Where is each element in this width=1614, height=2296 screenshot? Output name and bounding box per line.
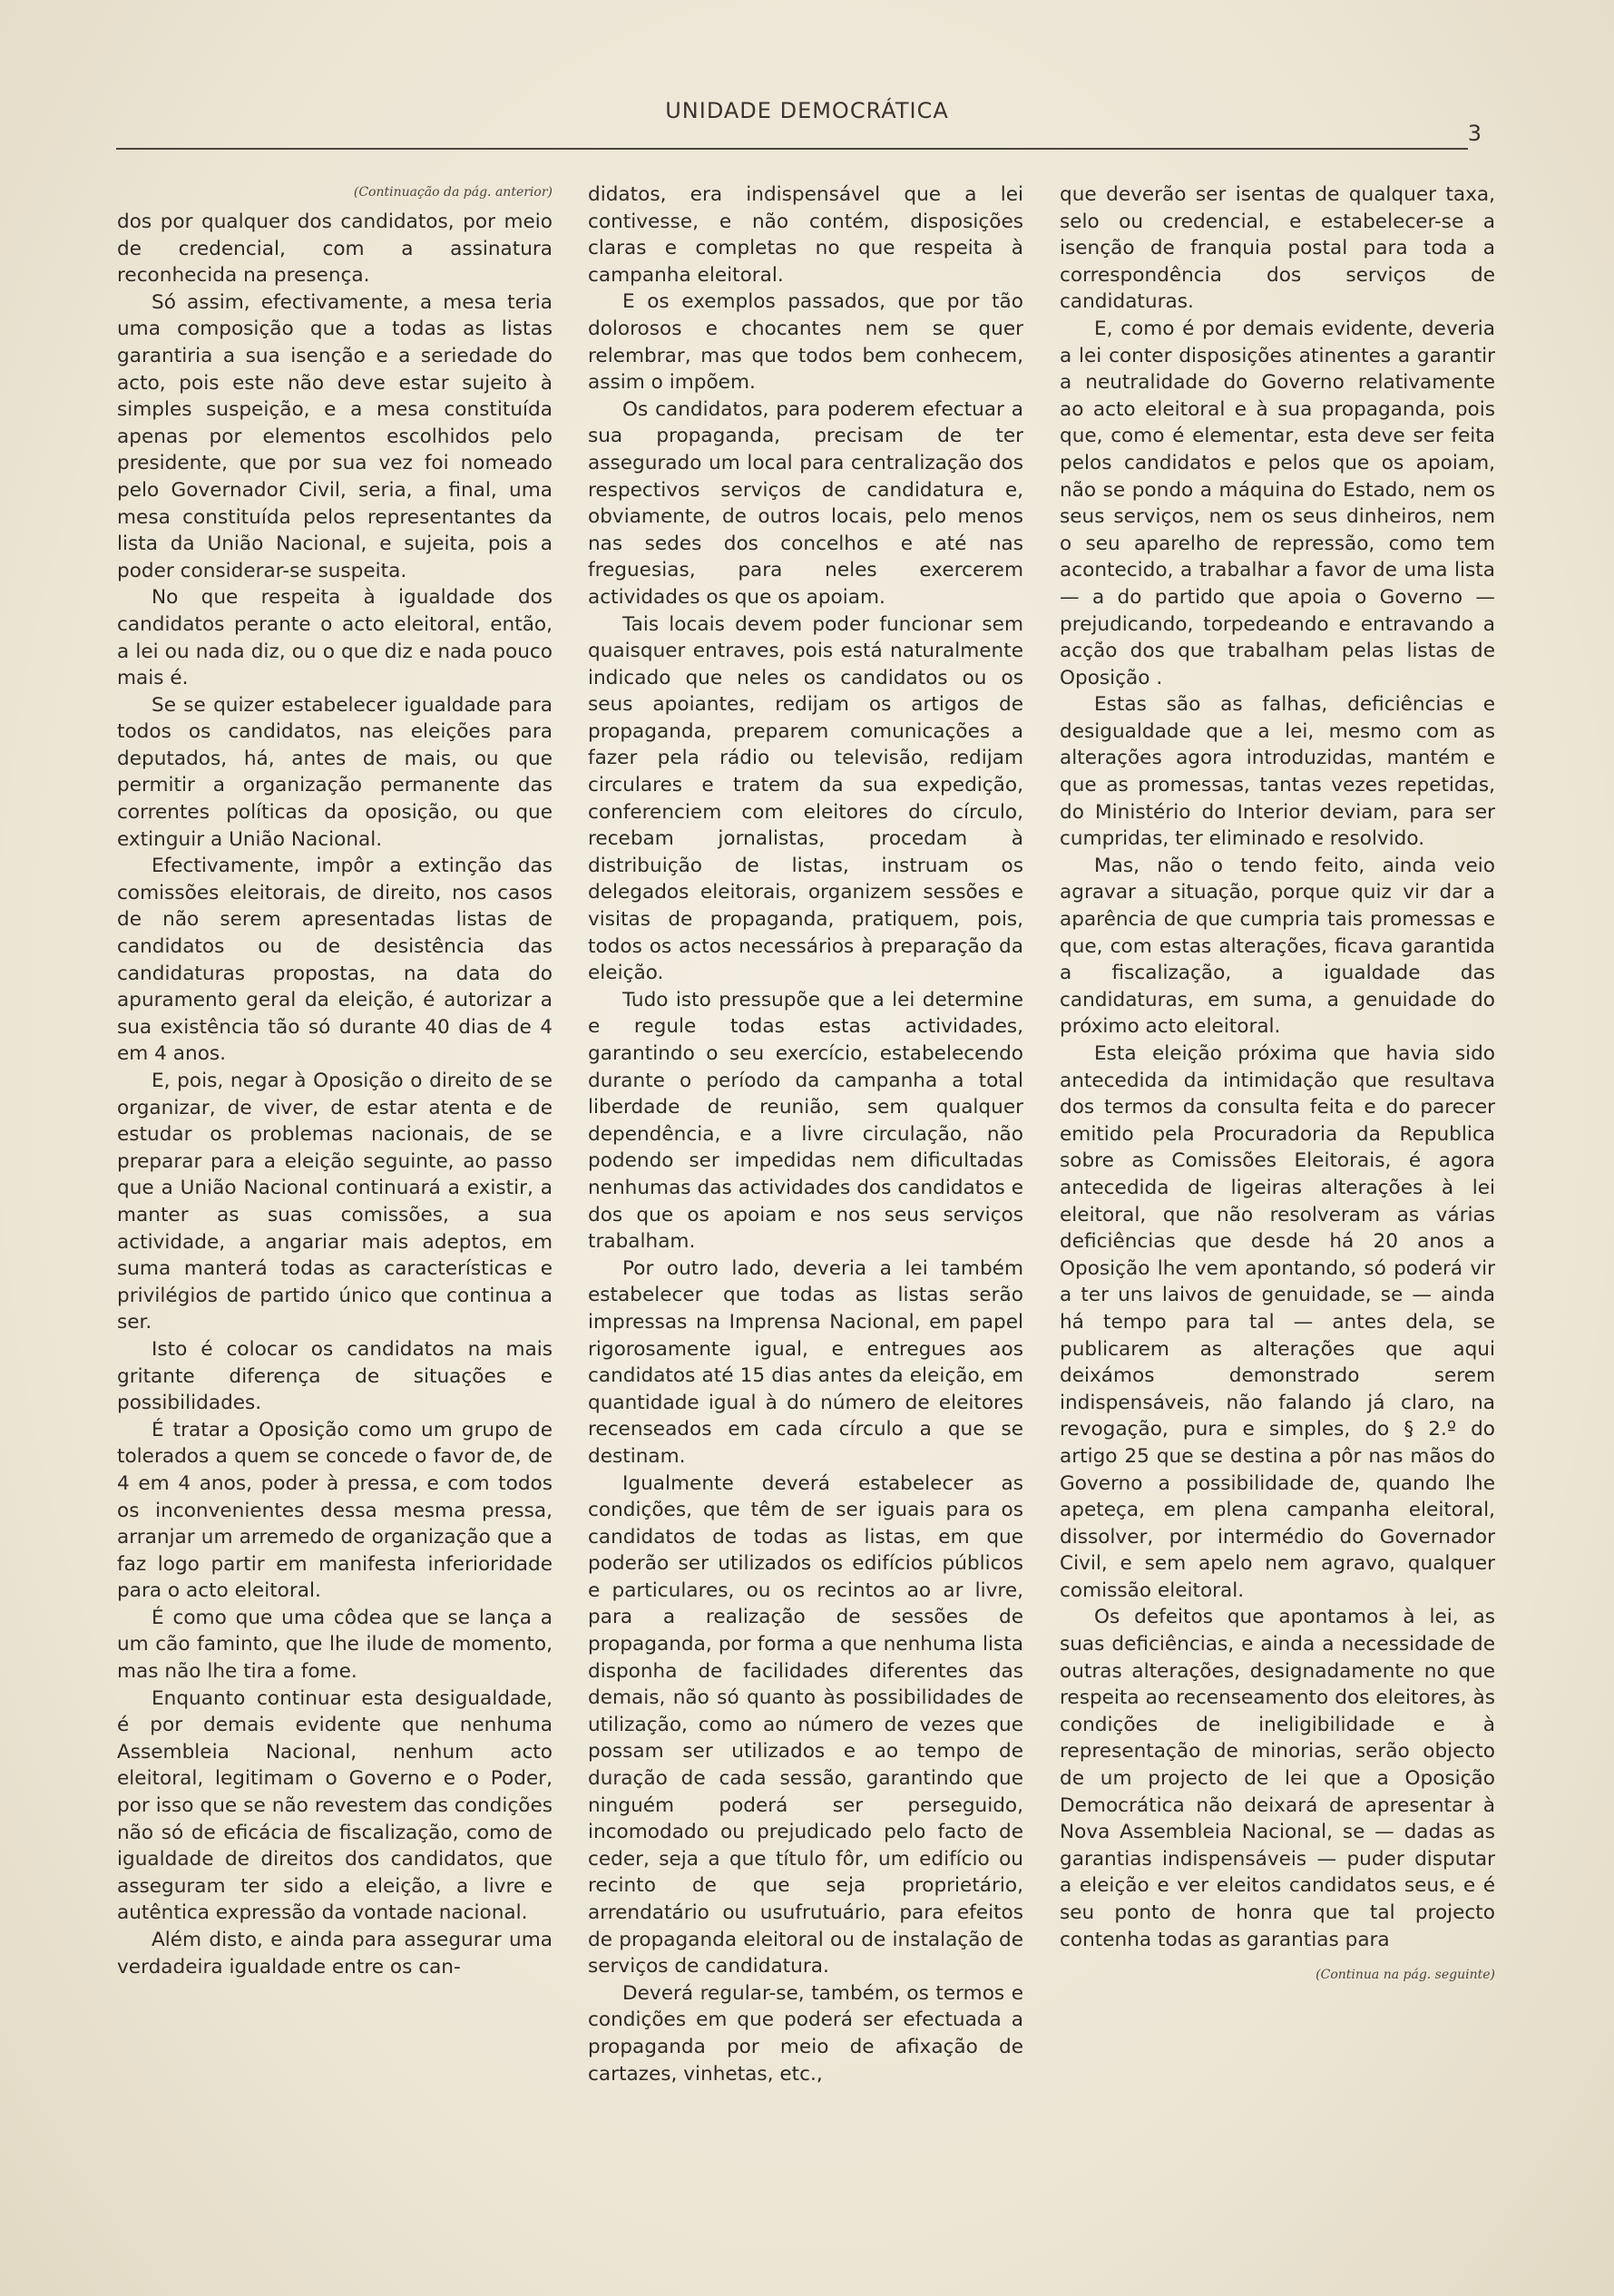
continued-from-note: (Continuação da pág. anterior) xyxy=(353,185,553,200)
paragraph: E, como é por demais evidente, deveria a lei conter disposições atinentes a garantir a neutralidade do Governo relativamente ao acto eleitoral e à sua propaganda, pois que, como é elementar, esta deve ser feita pelos candidatos e pelos que os apoiam, não se pondo a máquina do Estado, nem os seus serviços, nem os seus dinheiros, nem o seu aparelho de repressão, como tem acontecido, a trabalhar a favor de uma lista — a do partido que apoia o Governo — prejudicando, torpedeando e entravando a acção dos que trabalham pelas listas de Oposição . xyxy=(1060,317,1495,689)
paragraph: Tudo isto pressupõe que a lei determine e regule todas estas actividades, garantindo o seu exercício, estabelecendo durante o período da campanha a total liberdade de reunião, sem qualquer dependência, e a livre circulação, não podendo ser impedidas nem dificultadas nenhumas das actividades dos candidatos e dos que os apoiam e nos seus serviços trabalham. xyxy=(588,988,1023,1254)
paragraph: Os defeitos que apontamos à lei, as suas deficiências, e ainda a necessidade de outras alterações, designadamente no que respeita ao recenseamento dos eleitores, às condições de ineligibilidade e à representação de minorias, serão objecto de um projecto de lei que a Oposição Democrática não deixará de apresentar à Nova Assembleia Nacional, se — dadas as garantias indispensáveis — puder disputar a eleição e ver eleitos candidatos seus, e é seu ponto de honra que tal projecto contenha todas as garantias para xyxy=(1060,1606,1495,1951)
header-rule xyxy=(116,148,1468,150)
paragraph: Deverá regular-se, também, os termos e condições em que poderá ser efectuada a propaganda por meio de afixação de cartazes, vinhetas, etc., xyxy=(588,1981,1023,2086)
paragraph: Se se quizer estabelecer igualdade para todos os candidatos, nas eleições para deputados, há, antes de mais, ou que permitir a organização permanente das correntes políticas da oposição, ou que extinguir a União Nacional. xyxy=(117,693,553,851)
page-header-title: UNIDADE DEMOCRÁTICA xyxy=(665,98,949,123)
paragraph: dos por qualquer dos candidatos, por meio de credencial, com a assinatura reconhecida na presença. xyxy=(117,210,553,288)
paragraph: Por outro lado, deveria a lei também estabelecer que todas as listas serão impressas na Imprensa Nacional, em papel rigorosamente igual, e entregues aos candidatos até 15 dias antes da eleição, em quantidade igual à do número de eleitores recenseados em cada círculo a que se destinam. xyxy=(588,1256,1023,1468)
article-column-2 xyxy=(588,181,1023,2087)
paragraph: E os exemplos passados, que por tão dolorosos e chocantes nem se quer relembrar, mas que todos bem conhecem, assim o impõem. xyxy=(588,290,1023,395)
paragraph: É tratar a Oposição como um grupo de tolerados a quem se concede o favor de, de 4 em 4 anos, poder à pressa, e com todos os inconvenientes dessa mesma pressa, arranjar um arremedo de organização que a faz logo partir em manifesta inferioridade para o acto eleitoral. xyxy=(117,1418,553,1603)
paragraph: Isto é colocar os candidatos na mais gritante diferença de situações e possibilidades. xyxy=(117,1337,553,1415)
paragraph: É como que uma côdea que se lança a um cão faminto, que lhe ilude de momento, mas não lhe tira a fome. xyxy=(117,1606,553,1684)
paragraph: E, pois, negar à Oposição o direito de se organizar, de viver, de estar atenta e de estudar os problemas nacionais, de se preparar para a eleição seguinte, ao passo que a União Nacional continuará a existir, a manter as suas comissões, a sua actividade, a angariar mais adeptos, em suma manterá todas as características e privilégios de partido único que continua a ser. xyxy=(117,1070,553,1334)
paragraph: que deverão ser isentas de qualquer taxa, selo ou credencial, e estabelecer-se a isenção de franquia postal para toda a correspondência dos serviços de candidaturas. xyxy=(1060,183,1495,314)
continued-next-note: (Continua na pág. seguinte) xyxy=(1316,1968,1495,1983)
paragraph: No que respeita à igualdade dos candidatos perante o acto eleitoral, então, a lei ou nada diz, ou o que diz e nada pouco mais é. xyxy=(117,586,553,690)
paragraph: Enquanto continuar esta desigualdade, é por demais evidente que nenhuma Assembleia Nacional, nenhum acto eleitoral, legitimam o Governo e o Poder, por isso que se não revestem das condições não só de eficácia de fiscalização, como de igualdade de direitos dos candidatos, que asseguram ter sido a eleição, a livre e autêntica expressão da vontade nacional. xyxy=(117,1686,553,1925)
paragraph: Efectivamente, impôr a extinção das comissões eleitorais, de direito, nos casos de não serem apresentadas listas de candidatos ou de desistência das candidaturas propostas, na data do apuramento geral da eleição, é autorizar a sua existência tão só durante 40 dias de 4 em 4 anos. xyxy=(117,855,553,1066)
paragraph: Mas, não o tendo feito, ainda veio agravar a situação, porque quiz vir dar a aparência de que cumpria tais promessas e que, com estas alterações, ficava garantida a fiscalização, a igualdade das candidaturas, em suma, a genuidade do próximo acto eleitoral. xyxy=(1060,854,1495,1039)
paragraph: didatos, era indispensável que a lei contivesse, e não contém, disposições claras e completas no que respeita à campanha eleitoral. xyxy=(588,183,1023,287)
page-number: 3 xyxy=(1467,121,1482,146)
paragraph: Só assim, efectivamente, a mesa teria uma composição que a todas as listas garantiria a sua isenção e a seriedade do acto, pois este não deve estar sujeito à simples suspeição, e a mesa constituída apenas por elementos escolhidos pelo presidente, que por sua vez foi nomeado pelo Governador Civil, seria, a final, uma mesa constituída pelos representantes da lista da União Nacional, e sujeita, pois a poder considerar-se suspeita. xyxy=(117,290,553,582)
paragraph: Os candidatos, para poderem efectuar a sua propaganda, precisam de ter assegurado um local para centralização dos respectivos serviços de candidatura e, obviamente, de outros locais, pelo menos nas sedes dos concelhos e até nas freguesias, para neles exercerem actividades os que os apoiam. xyxy=(588,397,1023,609)
paragraph: Além disto, e ainda para assegurar uma verdadeira igualdade entre os can- xyxy=(117,1929,553,1978)
paragraph: Tais locais devem poder funcionar sem quaisquer entraves, pois está naturalmente indicado que neles os candidatos ou os seus apoiantes, redijam os artigos de propaganda, preparem comunicações a fazer pela rádio ou televisão, redijam circulares e tratem da sua expedição, conferenciem com eleitores do círculo, recebam jornalistas, procedam à distribuição de listas, instruam os delegados eleitorais, organizem sessões e visitas de propaganda, pratiquem, pois, todos os actos necessários à preparação da eleição. xyxy=(588,612,1023,985)
paragraph: Esta eleição próxima que havia sido antecedida da intimidação que resultava dos termos da consulta feita e do parecer emitido pela Procuradoria da Republica sobre as Comissões Eleitorais, é agora antecedida de ligeiras alterações à lei eleitoral, que não resolveram as várias deficiências que desde há 20 anos a Oposição lhe vem apontando, só poderá vir a ter uns laivos de genuidade, se — ainda há tempo para tal — antes dela, se publicarem as alterações que aqui deixámos demonstrado serem indispensáveis, não falando já claro, na revogação, pura e simples, do § 2.º do artigo 25 que se destina a pôr nas mãos do Governo a possibilidade de, quando lhe apeteça, em plena campanha eleitoral, dissolver, por intermédio do Governador Civil, e sem apelo nem agravo, qualquer comissão eleitoral. xyxy=(1060,1042,1495,1602)
paragraph: Estas são as falhas, deficiências e desigualdade que a lei, mesmo com as alterações agora introduzidas, mantém e que as promessas, tantas vezes repetidas, do Ministério do Interior deviam, para ser cumpridas, ter eliminado e resolvido. xyxy=(1060,693,1495,851)
article-column-3 xyxy=(1060,181,1495,1986)
article-column-1 xyxy=(117,181,553,1980)
paragraph: Igualmente deverá estabelecer as condições, que têm de ser iguais para os candidatos de todas as listas, em que poderão ser utilizados os edifícios públicos e particulares, ou os recintos ao ar livre, para a realização de sessões de propaganda, por forma a que nenhuma lista disponha de facilidades diferentes das demais, não só quanto às possibilidades de utilização, como ao número de vezes que possam ser utilizados e ao tempo de duração de cada sessão, garantindo que ninguém poderá ser perseguido, incomodado ou prejudicado pelo facto de ceder, seja a que título fôr, um edifício ou recinto de que seja proprietário, arrendatário ou usufrutuário, para efeitos de propaganda eleitoral ou de instalação de serviços de candidatura. xyxy=(588,1471,1023,1978)
